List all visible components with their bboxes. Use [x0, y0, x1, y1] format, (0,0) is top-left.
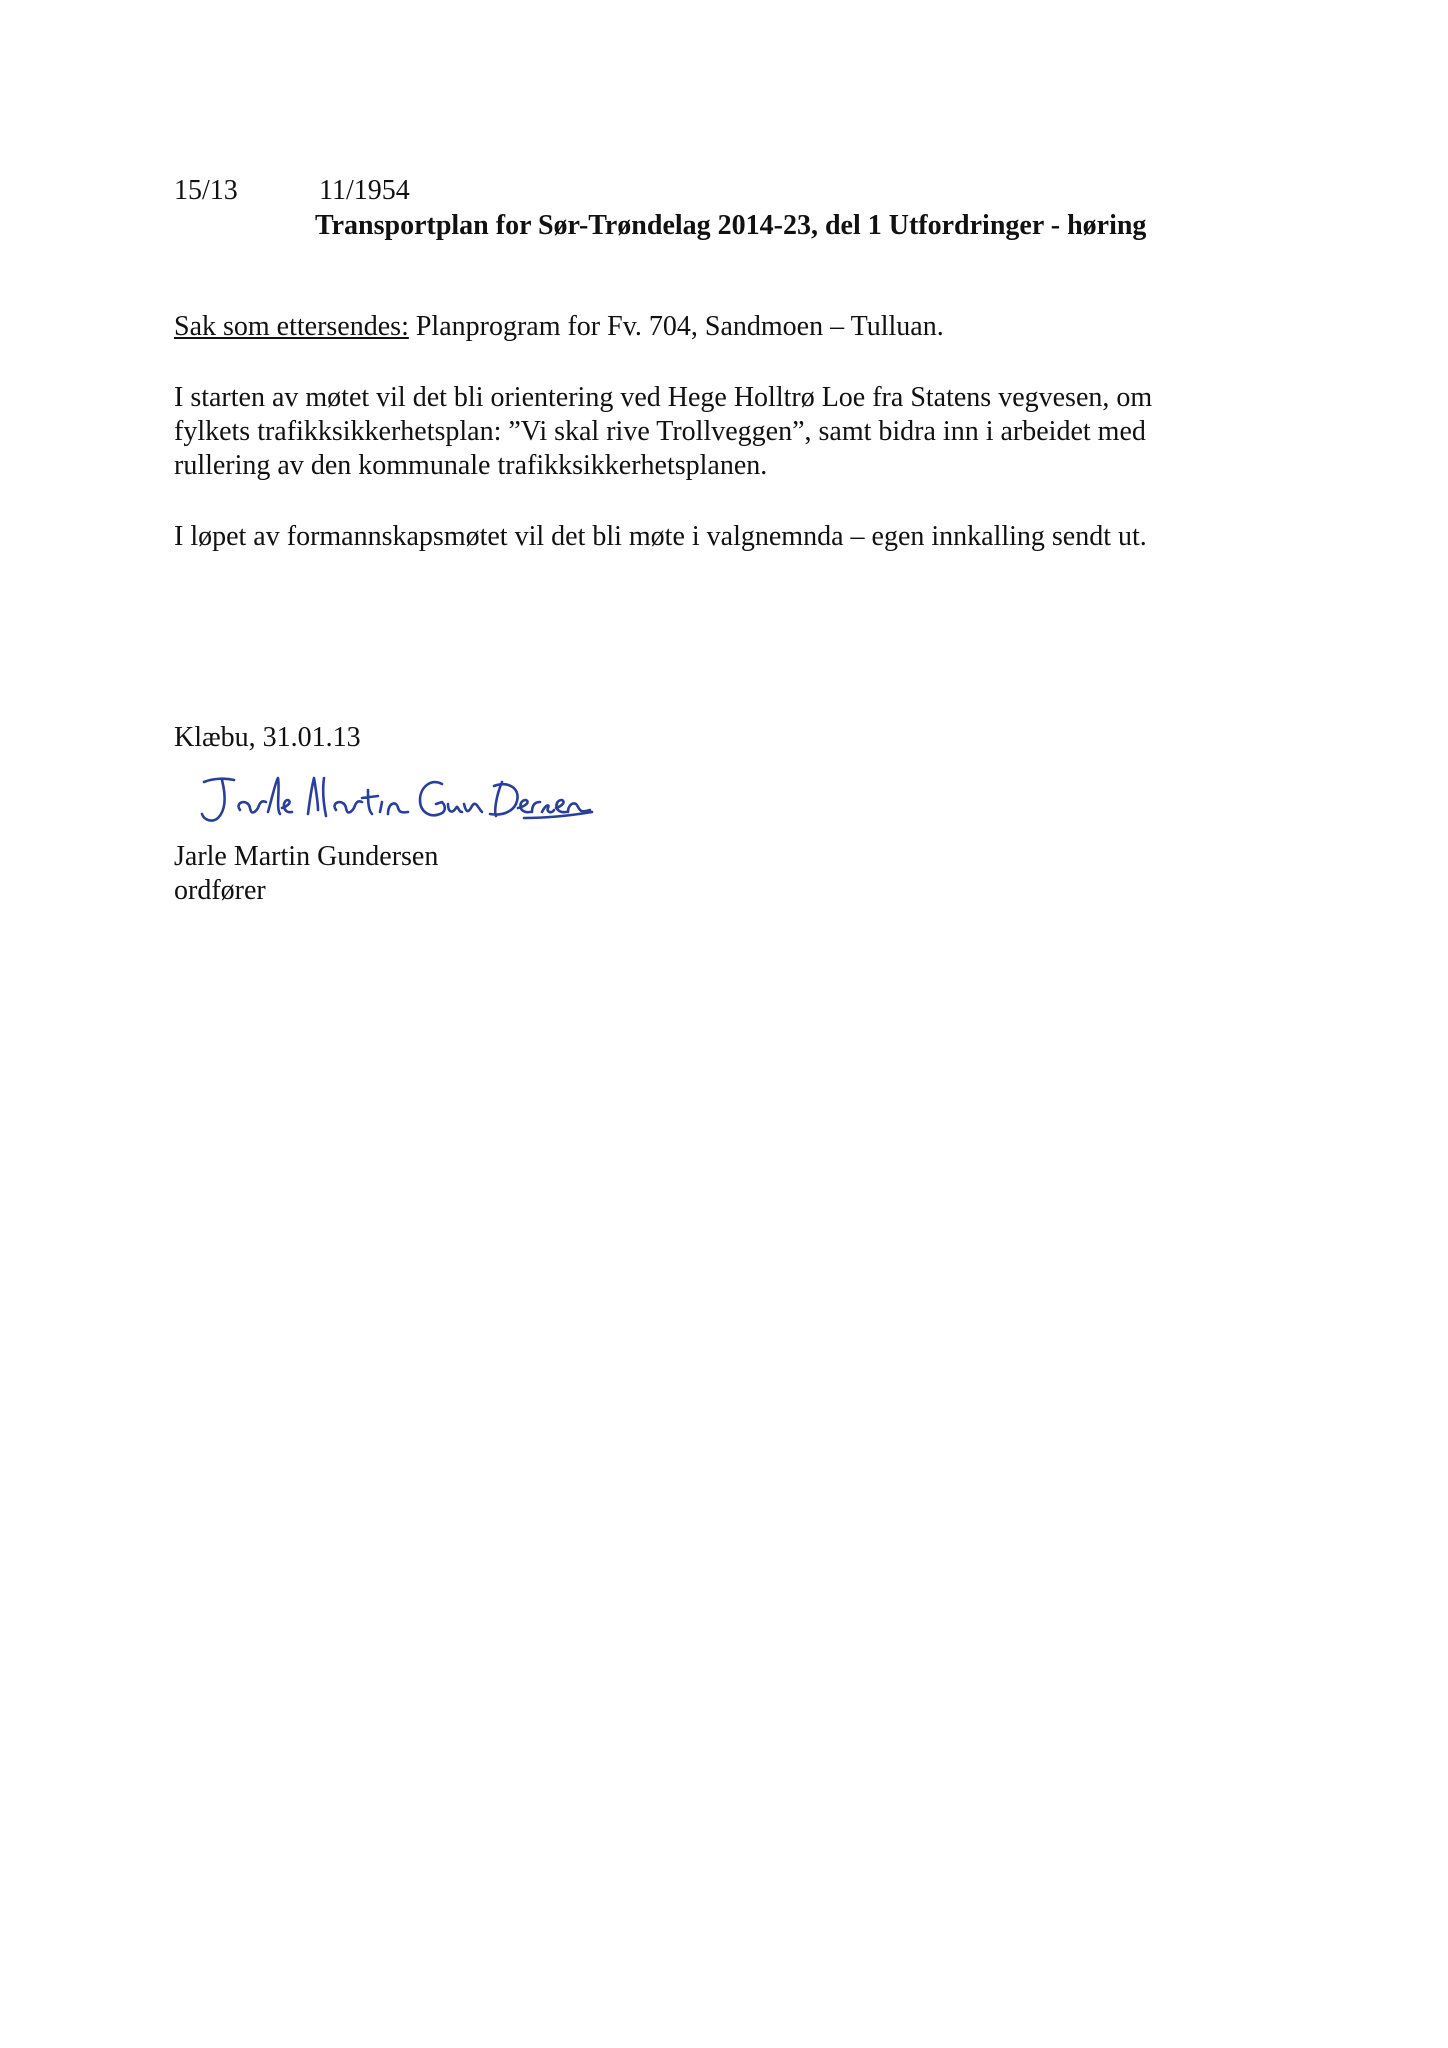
handwritten-signature — [196, 768, 596, 836]
follow-up-label: Sak som ettersendes: — [174, 311, 409, 342]
meeting-paragraph: I løpet av formannskapsmøtet vil det bli møte i valgnemnda – egen innkalling sendt ut. — [174, 521, 1147, 552]
orientation-line-3: rullering av den kommunale trafikksikkerhetsplanen. — [174, 450, 768, 481]
follow-up-text: Planprogram for Fv. 704, Sandmoen – Tulluan. — [408, 311, 944, 342]
orientation-line-1: I starten av møtet vil det bli orientering ved Hege Holltrø Loe fra Statens vegvesen, om — [174, 382, 1153, 413]
case-title: Transportplan for Sør-Trøndelag 2014-23, del 1 Utfordringer - høring — [315, 210, 1147, 241]
orientation-line-2: fylkets trafikksikkerhetsplan: ”Vi skal rive Trollveggen”, samt bidra inn i arbeidet med — [174, 416, 1146, 447]
reference-number: 11/1954 — [319, 175, 410, 206]
place-date: Klæbu, 31.01.13 — [174, 722, 361, 753]
case-number: 15/13 — [174, 175, 238, 206]
signatory-title: ordfører — [174, 875, 266, 906]
follow-up-notice — [174, 310, 944, 344]
signatory-name: Jarle Martin Gundersen — [174, 841, 439, 872]
